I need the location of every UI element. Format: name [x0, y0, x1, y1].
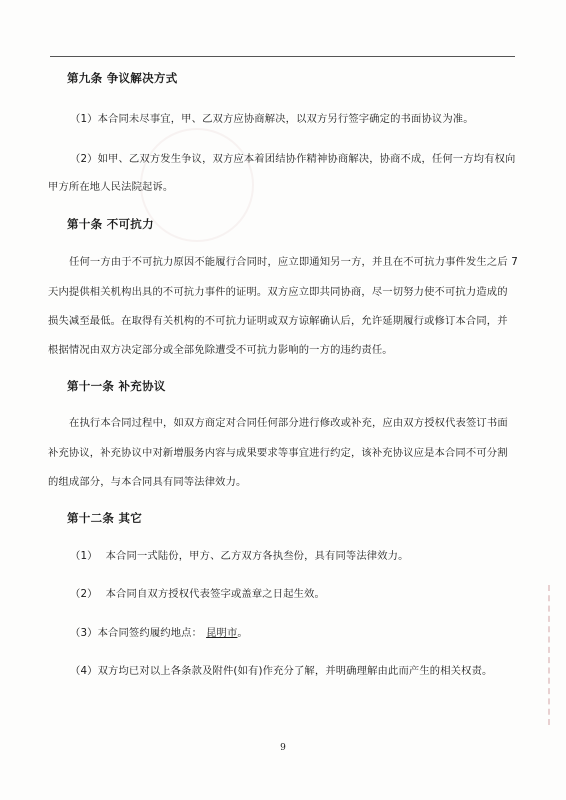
item3-suffix: 。	[237, 627, 248, 639]
item1-number: （1）	[70, 550, 98, 562]
section12-item3	[70, 624, 248, 639]
section10-line1: 任何一方由于不可抗力原因不能履行合同时，应立即通知另一方，并且在不可抗力事件发生之后 7	[69, 256, 518, 268]
section12-item4: （4）双方均已对以上各条款及附件(如有)作充分了解，并明确理解由此而产生的相关权责。	[70, 665, 493, 677]
section11-line1: 在执行本合同过程中，如双方商定对合同任何部分进行修改或补充，应由双方授权代表签订书面	[69, 417, 508, 429]
section11-title: 第十一条 补充协议	[67, 379, 166, 393]
item2-number: （2）	[70, 588, 98, 600]
section11-line2: 补充协议，补充协议中对新增服务内容与成果要求等事宜进行约定，该补充协议应是本合同不可分割	[48, 447, 508, 459]
section9-p1: （1）本合同未尽事宜，甲、乙双方应协商解决，以双方另行签字确定的书面协议为准。	[70, 113, 474, 125]
section12-item2	[70, 585, 325, 600]
section10-line2: 天内提供相关机构出具的不可抗力事件的证明。双方应立即共同协商，尽一切努力使不可抗力造成的	[48, 286, 508, 298]
item2-text: 本合同自双方授权代表签字或盖章之日起生效。	[105, 588, 325, 600]
section9-p2-line1: （2）如甲、乙双方发生争议，双方应本着团结协作精神协商解决，协商不成，任何一方均有权向	[70, 153, 516, 165]
section9-title: 第九条 争议解决方式	[67, 71, 178, 85]
section10-title: 第十条 不可抗力	[67, 217, 154, 231]
item3-place: 昆明市	[206, 627, 238, 639]
page-number: 9	[280, 743, 286, 753]
section10-line4: 根据情况由双方决定部分或全部免除遭受不可抗力影响的一方的违约责任。	[48, 344, 393, 356]
item1-text: 本合同一式陆份，甲方、乙方双方各执叁份，具有同等法律效力。	[105, 550, 409, 562]
section12-item1	[70, 547, 409, 562]
section12-title: 第十二条 其它	[67, 511, 143, 525]
section11-line3: 的组成部分，与本合同具有同等法律效力。	[48, 476, 247, 488]
item3-prefix: （3）本合同签约履约地点：	[70, 627, 203, 639]
section10-line3: 损失减至最低。在取得有关机构的不可抗力证明或双方谅解确认后，允许延期履行或修订本合同，并	[48, 315, 508, 327]
section9-p2-line2: 甲方所在地人民法院起诉。	[48, 181, 174, 193]
page-seal-edge	[548, 585, 564, 725]
header-rule	[50, 56, 515, 57]
